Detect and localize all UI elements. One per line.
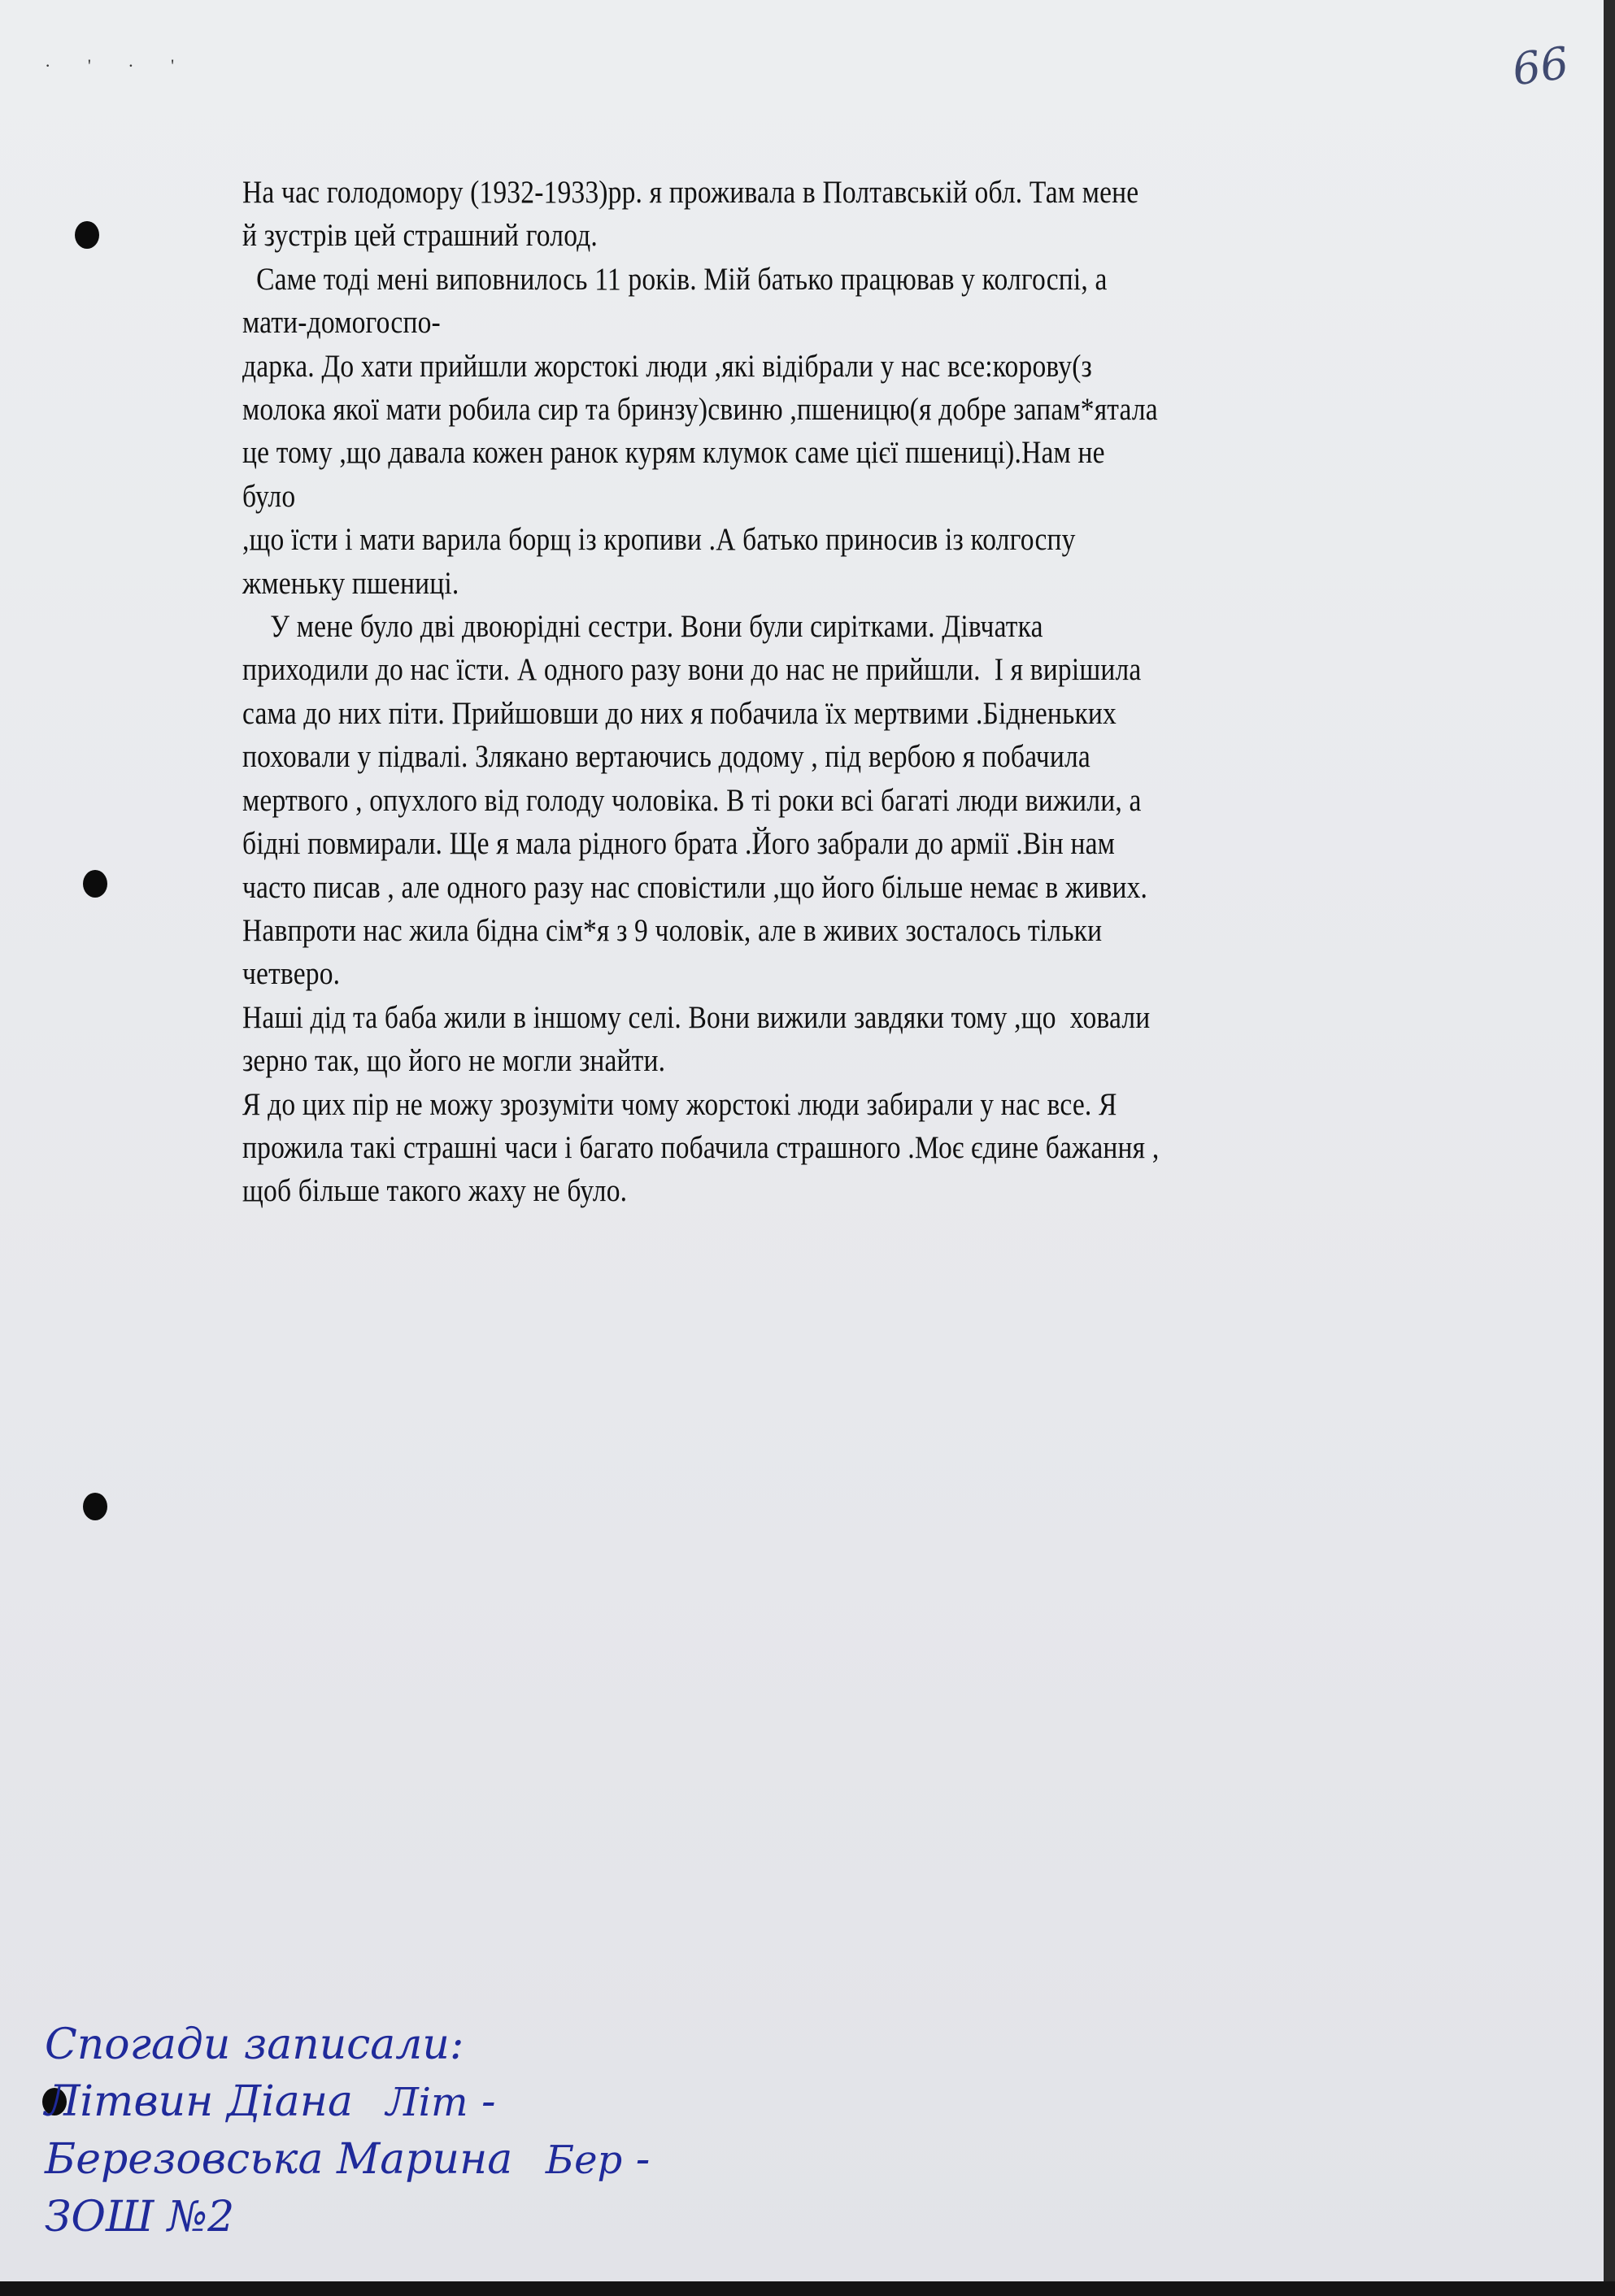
punch-hole (75, 221, 99, 249)
punch-hole (83, 870, 107, 898)
text-line: Саме тоді мені виповнилось 11 років. Мій батько працював у колгоспі, а (242, 261, 1108, 297)
text-line: дарка. До хати прийшли жорстокі люди ,які відібрали у нас все:корову(з (242, 348, 1092, 384)
recorder-2-name: Березовська Марина (45, 2135, 513, 2184)
text-line: бідні повмирали. Ще я мала рідного брата .Його забрали до армії .Він нам (242, 826, 1116, 862)
scan-edge-bottom (0, 2281, 1615, 2296)
text-line: мати-домогоспо- (242, 305, 441, 341)
text-line: Я до цих пір не можу зрозуміти чому жорстокі люди забирали у нас все. Я (242, 1086, 1117, 1122)
memoir-text (242, 171, 1519, 1213)
text-line: У мене було дві двоюрідні сестри. Вони були сирітками. Дівчатка (242, 609, 1043, 645)
text-line: сама до них піти. Прийшовши до них я побачила їх мертвими .Бідненьких (242, 695, 1117, 731)
text-line: жменьку пшениці. (242, 565, 459, 601)
text-line: Навпроти нас жила бідна сім*я з 9 чоловік, але в живих зосталось тільки (242, 912, 1103, 948)
attribution-heading: Спогади записали: (45, 2020, 464, 2069)
text-line: було (242, 478, 296, 514)
text-line: це тому ,що давала кожен ранок курям клумок саме цієї пшениці).Нам не (242, 435, 1105, 471)
text-line: поховали у підвалі. Злякано вертаючись додому , під вербою я побачила (242, 739, 1090, 775)
text-line: ,що їсти і мати варила борщ із кропиви .А батько приносив із колгоспу (242, 522, 1076, 558)
punch-hole (83, 1493, 107, 1520)
text-line: приходили до нас їсти. А одного разу вони до нас не прийшли. І я вирішила (242, 652, 1142, 688)
text-line: Наші дід та баба жили в іншому селі. Вони вижили завдяки тому ,що ховали (242, 999, 1151, 1035)
text-line: зерно так, що його не могли знайти. (242, 1043, 666, 1079)
handwritten-attribution (45, 2016, 650, 2246)
recorder-2: Березовська Марина Бер - (45, 2131, 650, 2189)
text-line: й зустрів цей страшний голод. (242, 218, 598, 254)
recorder-2-signature: Бер (545, 2137, 623, 2183)
text-line: щоб більше такого жаху не було. (242, 1173, 628, 1209)
scan-specks: · ' · ' (45, 55, 191, 76)
recorder-1-signature: Літ (385, 2080, 468, 2125)
text-line: На час голодомору (1932-1933)рр. я проживала в Полтавській обл. Там мене (242, 175, 1139, 210)
scan-edge-right (1604, 0, 1615, 2296)
text-line: мертвого , опухлого від голоду чоловіка. В ті роки всі багаті люди вижили, а (242, 782, 1142, 818)
text-line: прожила такі страшні часи і багато побачила страшного .Моє єдине бажання , (242, 1129, 1160, 1165)
text-line: четверо. (242, 956, 341, 992)
recorder-1-name: Літвин Діана (45, 2077, 354, 2126)
page-number: 66 (1508, 37, 1572, 96)
text-line: часто писав , але одного разу нас сповістили ,що його більше немає в живих. (242, 869, 1148, 905)
text-line: молока якої мати робила сир та бринзу)свиню ,пшеницю(я добре запам*ятала (242, 392, 1158, 428)
recorder-1: Літвин Діана Літ - (45, 2073, 650, 2131)
school: ЗОШ №2 (45, 2193, 235, 2242)
